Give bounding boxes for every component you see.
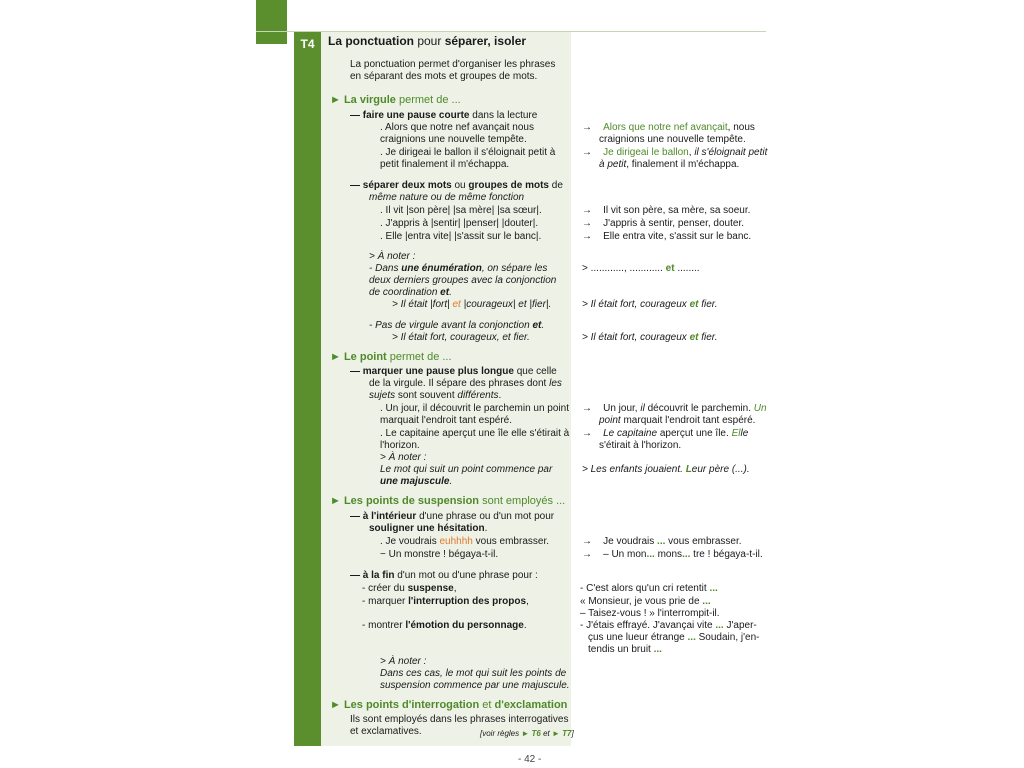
virgule-use-separer: — séparer deux mots ou groupes de mots de	[350, 180, 563, 191]
virgule-separer-l2: même nature ou de même fonction	[369, 192, 525, 203]
virgule-sep-ex-2: . J'appris à |sentir| |penser| |douter|.	[380, 218, 539, 229]
note-1-heading: > À noter :	[369, 251, 416, 262]
suspension-b-res-4: - J'étais effrayé. J'avançai vite ... J'aper-	[580, 620, 757, 631]
suspension-b-item-3: - montrer l'émotion du personnage.	[362, 620, 527, 631]
chapter-sidebar	[294, 32, 321, 746]
note-2-l1: - Pas de virgule avant la conjonction et.	[369, 320, 545, 331]
virgule-use-pause: — faire une pause courte dans la lecture	[350, 110, 538, 121]
suspension-ex-1: . Je voudrais euhhhh vous embrasser.	[380, 536, 550, 547]
section-suspension: ► Les points de suspension sont employés ...	[330, 495, 566, 507]
point-use-l3: sujets sont souvent différents.	[369, 390, 502, 401]
point-use-l1: — marquer une pause plus longue que celle	[350, 366, 557, 377]
virgule-result-2-l2: à petit, finalement il m'échappa.	[599, 159, 740, 170]
point-ex-2-l2: l'horizon.	[380, 440, 420, 451]
intro-line-2: en séparant des mots et groupes de mots.	[350, 71, 538, 82]
suspension-b-res-5: çus une lueur étrange ... Soudain, j'en-	[588, 632, 760, 643]
point-use-l2: de la virgule. Il sépare des phrases dont les	[369, 378, 562, 389]
suspension-b-res-3: – Taisez-vous ! » l'interrompit-il.	[580, 608, 720, 619]
virgule-sep-ex-3: . Elle |entra vite| |s'assit sur le banc|.	[380, 231, 542, 242]
interrogation-l1: Ils sont employés dans les phrases interrogatives	[350, 714, 569, 725]
suspension-b-res-6: tendis un bruit ...	[588, 644, 662, 655]
note-3-l2: une majuscule.	[380, 476, 453, 487]
see-rules-link[interactable]: [voir règles ► T6 et ► T7]	[480, 729, 574, 738]
suspension-use-a-l1: — à l'intérieur d'une phrase ou d'un mot pour	[350, 511, 555, 522]
page-title: La ponctuation pour séparer, isoler	[328, 34, 527, 48]
virgule-example-1-l2: craignions une nouvelle tempête.	[380, 134, 527, 145]
note-1-result-1: > ............, ............ et ........	[582, 263, 700, 274]
note-4-heading: > À noter :	[380, 656, 427, 667]
virgule-result-1-l1: → Alors que notre nef avançait, nous	[582, 122, 755, 133]
virgule-example-2-l2: petit finalement il m'échappa.	[380, 159, 510, 170]
note-2-result: > Il était fort, courageux et fier.	[582, 332, 718, 343]
interrogation-l2: et exclamatives.	[350, 726, 422, 737]
note-4-l1: Dans ces cas, le mot qui suit les points de	[380, 668, 567, 679]
suspension-b-res-2: « Monsieur, je vous prie de ...	[580, 596, 711, 607]
note-1-l3: de coordination et.	[369, 287, 452, 298]
point-res-1-l1: → Un jour, il découvrit le parchemin. Un	[582, 403, 767, 414]
note-4-l2: suspension commence par une majuscule.	[380, 680, 570, 691]
section-virgule: ► La virgule permet de ...	[330, 94, 461, 106]
virgule-sep-res-1: → Il vit son père, sa mère, sa soeur.	[582, 205, 751, 216]
suspension-res-2: → – Un mon... mons... tre ! bégaya-t-il.	[582, 549, 763, 560]
section-interrogation: ► Les points d'interrogation et d'exclamation	[330, 699, 568, 711]
note-3-l1: Le mot qui suit un point commence par	[380, 464, 553, 475]
virgule-sep-ex-1: . Il vit |son père| |sa mère| |sa sœur|.	[380, 205, 542, 216]
page-number: - 42 -	[518, 754, 542, 765]
point-res-2-l2: s'étirait à l'horizon.	[599, 440, 682, 451]
note-1-example: > Il était |fort| et |courageux| et |fier|.	[392, 299, 552, 310]
virgule-result-2-l1: → Je dirigeai le ballon, il s'éloignait petit	[582, 147, 768, 158]
suspension-use-b: — à la fin d'un mot ou d'une phrase pour :	[350, 570, 538, 581]
intro-line-1: La ponctuation permet d'organiser les phrases	[350, 59, 556, 70]
virgule-sep-res-2: → J'appris à sentir, penser, douter.	[582, 218, 745, 229]
suspension-ex-2: − Un monstre ! bégaya-t-il.	[380, 549, 499, 560]
note-3-heading: > À noter :	[380, 452, 427, 463]
suspension-b-item-2: - marquer l'interruption des propos,	[362, 596, 529, 607]
section-point: ► Le point permet de ...	[330, 351, 452, 363]
chapter-tag: T4	[300, 37, 315, 51]
virgule-example-1-l1: . Alors que notre nef avançait nous	[380, 122, 534, 133]
point-ex-1-l1: . Un jour, il découvrit le parchemin un point	[380, 403, 569, 414]
note-1-result-2: > Il était fort, courageux et fier.	[582, 299, 718, 310]
virgule-example-2-l1: . Je dirigeai le ballon il s'éloignait petit à	[380, 147, 556, 158]
point-res-2-l1: → Le capitaine aperçut une île. Elle	[582, 428, 749, 439]
suspension-use-a-l2: souligner une hésitation.	[369, 523, 488, 534]
virgule-sep-res-3: → Elle entra vite, s'assit sur le banc.	[582, 231, 752, 242]
suspension-res-1: → Je voudrais ... vous embrasser.	[582, 536, 742, 547]
note-1-l2: deux derniers groupes avec la conjonction	[369, 275, 557, 286]
point-res-1-l2: point marquait l'endroit tant espéré.	[599, 415, 756, 426]
virgule-result-1-l2: craignions une nouvelle tempête.	[599, 134, 746, 145]
page-corner-tab	[256, 0, 287, 44]
suspension-b-item-1: - créer du suspense,	[362, 583, 457, 594]
point-ex-1-l2: marquait l'endroit tant espéré.	[380, 415, 512, 426]
note-3-result: > Les enfants jouaient. Leur père (...).	[582, 464, 750, 475]
point-ex-2-l1: . Le capitaine aperçut une île elle s'étirait à	[380, 428, 570, 439]
suspension-b-res-1: - C'est alors qu'un cri retentit ...	[580, 583, 718, 594]
note-1-l1: - Dans une énumération, on sépare les	[369, 263, 548, 274]
note-2-example: > Il était fort, courageux, et fier.	[392, 332, 530, 343]
